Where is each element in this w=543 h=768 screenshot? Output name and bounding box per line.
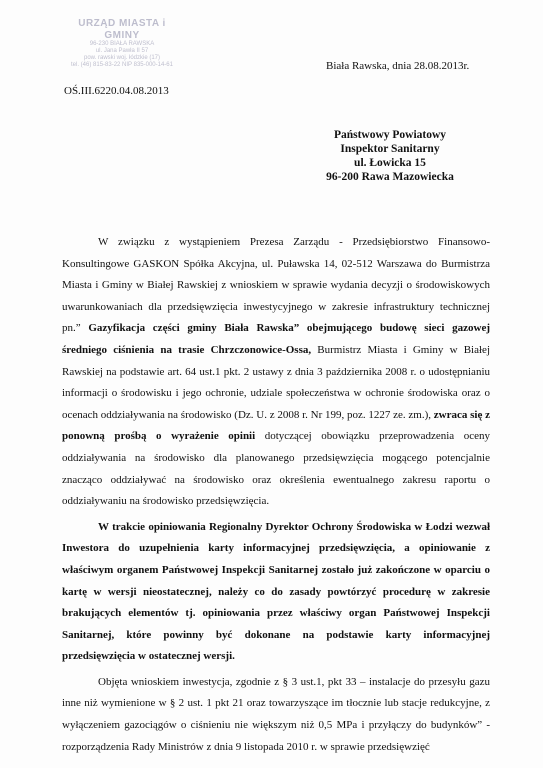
paragraph-2 <box>62 517 490 668</box>
reference-number: OŚ.III.6220.04.08.2013 <box>64 85 169 97</box>
office-stamp <box>64 18 180 69</box>
paragraph-1 <box>62 232 490 513</box>
letter-body <box>62 232 490 758</box>
paragraph-1-part-a: W związku z wystąpieniem Prezesa Zarządu - Przedsiębiorstwo Finansowo-Konsultingowe GASKON Spółka Akcyjna, ul. Puławska 14, 02-512 Warszawa do Burmistrza Miasta i Gminy w Białej Rawskiej z wnioskiem w sprawie wydania decyzji o środowiskowych uwarunkowaniach dla przedsięwzięcia inwestycyjnego w zakresie infrastruktury technicznej pn.” <box>62 236 490 335</box>
paragraph-1-part-e: dotyczącej obowiązku przeprowadzenia oceny oddziaływania na środowisko dla planowanego przedsięwzięcia mogącego potencjalnie znacząco oddziaływać na środowisko oraz określenia ewentualnego zakresu raportu o oddziaływaniu na środowisko przedsięwzięcia. <box>62 430 490 508</box>
stamp-line-4: pow. rawski woj. łódzkie (17) <box>83 54 161 61</box>
paragraph-1-part-c: Burmistrz Miasta i Gminy w Białej Rawskiej na podstawie art. 64 ust.1 pkt. 2 ustawy z dnia 3 października 2008 r. o udostępnianiu informacji o środowisku i jego ochronie, udziale społeczeństwa w ochronie środowiska oraz o ocenach oddziaływania na środowisko (Dz. U. z 2008 r. Nr 199, poz. 1227 ze. zm.), <box>62 343 490 421</box>
recipient-line-3: ul. Łowicka 15 <box>354 157 426 169</box>
recipient-line-2: Inspektor Sanitarny <box>340 143 440 155</box>
stamp-line-1: URZĄD MIASTA i GMINY <box>78 18 166 41</box>
paragraph-1-part-b: Gazyfikacja części gminy Biała Rawska” obejmującego budowę sieci gazowej średniego ciśnienia na trasie Chrzczonowice-Ossa, <box>62 322 490 356</box>
stamp-line-3: ul. Jana Pawła II 57 <box>95 47 149 54</box>
recipient-address <box>300 128 480 184</box>
stamp-line-5: tel. (46) 815-83-22 NIP 835-000-14-61 <box>71 61 173 68</box>
paragraph-2-text: W trakcie opiniowania Regionalny Dyrektor Ochrony Środowiska w Łodzi wezwał Inwestora do uzupełnienia karty informacyjnej przedsięwzięcia, a opiniowanie z właściwym organem Państwowej Inspekcji Sanitarnej zostało już zakończone w oparciu o kartę w wersji nieostatecznej, należy co do zasady powtórzyć procedurę w zakresie brakujących elementów tj. opiniowania przez właściwy organ Państwowej Inspekcji Sanitarnej, które powinny być dokonane na podstawie karty informacyjnej przedsięwzięcia w ostatecznej wersji. <box>62 520 490 663</box>
recipient-line-1: Państwowy Powiatowy <box>333 129 447 141</box>
place-and-date: Biała Rawska, dnia 28.08.2013r. <box>326 60 470 72</box>
stamp-line-2: 96-230 BIAŁA RAWSKA <box>89 41 155 47</box>
paragraph-3: Objęta wnioskiem inwestycja, zgodnie z § 3 ust.1, pkt 33 – instalacje do przesyłu gazu inne niż wymienione w § 2 ust. 1 pkt 21 oraz towarzyszące im tłocznie lub stacje redukcyjne, z wyłączeniem gazociągów o ciśnieniu nie większym niż 0,5 MPa i przyłączy do budynków” - rozporządzenia Rady Ministrów z dnia 9 listopada 2010 r. w sprawie przedsięwzięć <box>62 675 490 753</box>
recipient-line-4: 96-200 Rawa Mazowiecka <box>326 171 454 183</box>
paragraph-1-part-d: zwraca się z ponowną prośbą o wyrażenie opinii <box>62 408 490 443</box>
